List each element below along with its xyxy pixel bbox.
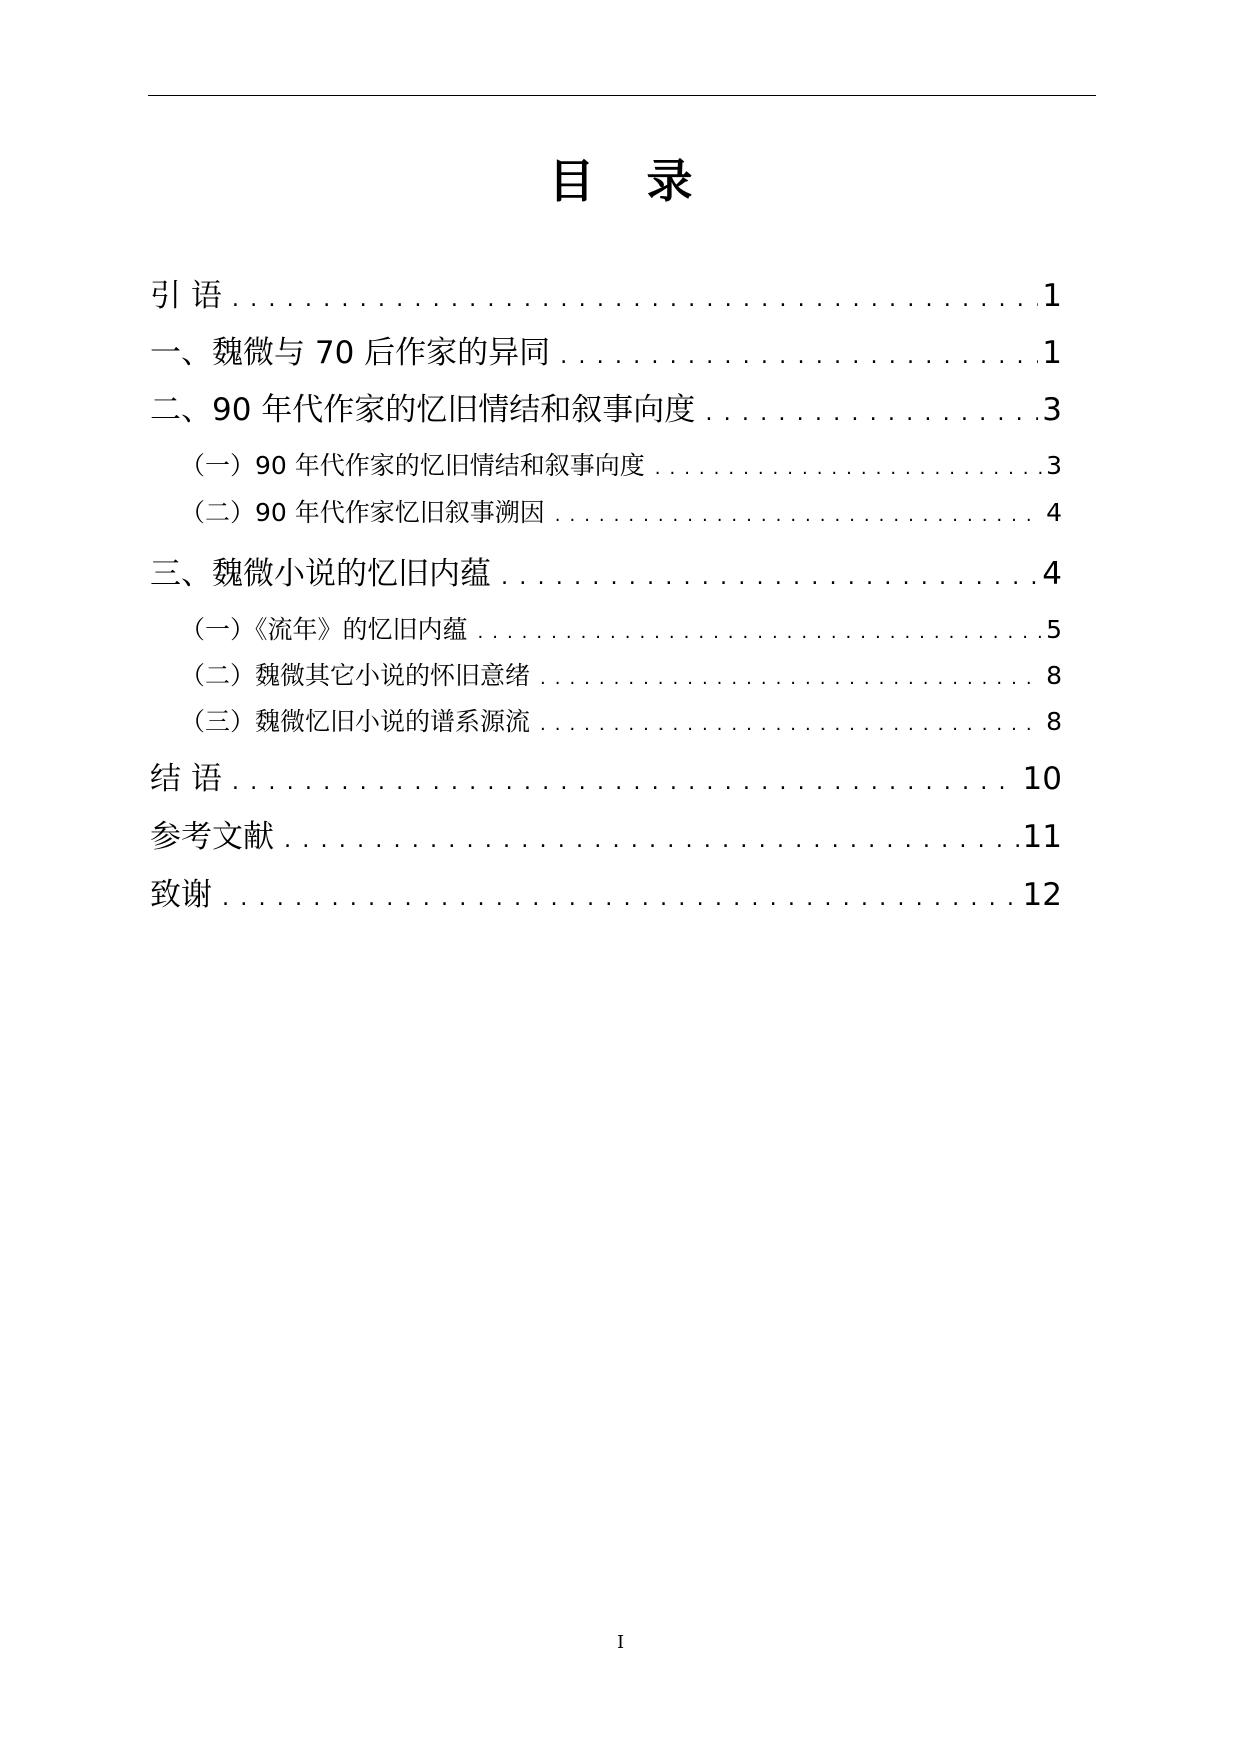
toc-entry-chapter-1[interactable]	[150, 327, 1062, 372]
toc-entry-section-3-2[interactable]	[150, 656, 1062, 692]
page-title-first-char: 目	[548, 154, 595, 208]
toc-entry-label: 三、魏微小说的忆旧内蕴	[150, 556, 491, 592]
toc-entry-page: 10	[1022, 761, 1062, 797]
toc-entry-page: 12	[1022, 877, 1062, 913]
toc-entry-label: （二）90 年代作家忆旧叙事溯因	[180, 498, 545, 527]
toc-entry-section-3-1[interactable]	[150, 610, 1062, 646]
toc-entry-page: 5	[1046, 615, 1062, 644]
toc-entry-page: 3	[1042, 392, 1062, 428]
toc-entry-label: 致谢	[150, 877, 212, 913]
toc-leader-dots	[284, 827, 1019, 853]
toc-leader-dots	[232, 286, 1038, 312]
toc-entry-chapter-2[interactable]	[150, 384, 1062, 429]
toc-entry-label: 引 语	[150, 278, 222, 314]
toc-leader-dots	[501, 564, 1038, 590]
toc-leader-dots	[222, 885, 1019, 911]
toc-entry-page: 8	[1046, 707, 1062, 736]
toc-entry-label: （一）90 年代作家的忆旧情结和叙事向度	[180, 451, 645, 480]
toc-entry-label: 一、魏微与 70 后作家的异同	[150, 335, 551, 371]
page-title	[0, 150, 1241, 212]
toc-entry-label: 结 语	[150, 761, 222, 797]
toc-entry-label: （二）魏微其它小说的怀旧意绪	[180, 661, 531, 690]
toc-entry-page: 1	[1042, 278, 1062, 314]
toc-entry-label: 参考文献	[150, 819, 274, 855]
toc-leader-dots	[478, 622, 1043, 643]
toc-entry-label: （三）魏微忆旧小说的谱系源流	[180, 707, 531, 736]
toc-entry-page: 11	[1022, 819, 1062, 855]
toc-entry-section-2-1[interactable]	[150, 446, 1062, 482]
toc-entry-page: 4	[1042, 556, 1062, 592]
toc-leader-dots	[560, 343, 1038, 369]
toc-entry-intro[interactable]	[150, 270, 1062, 315]
toc-entry-page: 3	[1046, 451, 1062, 480]
toc-entry-page: 4	[1046, 498, 1062, 527]
header-rule	[148, 95, 1096, 96]
toc-leader-dots	[705, 400, 1038, 426]
toc-entry-label: （一）《流年》的忆旧内蕴	[180, 615, 468, 644]
toc-leader-dots	[540, 714, 1042, 735]
page-title-second-char: 录	[646, 154, 693, 208]
toc-entry-conclusion[interactable]	[150, 753, 1062, 798]
toc-entry-page: 1	[1042, 335, 1062, 371]
toc-entry-page: 8	[1046, 661, 1062, 690]
toc-leader-dots	[555, 505, 1042, 526]
toc-entry-references[interactable]	[150, 811, 1062, 856]
toc-entry-chapter-3[interactable]	[150, 548, 1062, 593]
toc-entry-section-3-3[interactable]	[150, 702, 1062, 738]
toc-leader-dots	[232, 769, 1019, 795]
toc-leader-dots	[540, 668, 1042, 689]
toc-entry-acknowledgements[interactable]	[150, 869, 1062, 914]
footer-page-number: I	[616, 1632, 625, 1653]
toc-entry-section-2-2[interactable]	[150, 493, 1062, 529]
toc-leader-dots	[655, 458, 1042, 479]
toc-entry-label: 二、90 年代作家的忆旧情结和叙事向度	[150, 392, 696, 428]
